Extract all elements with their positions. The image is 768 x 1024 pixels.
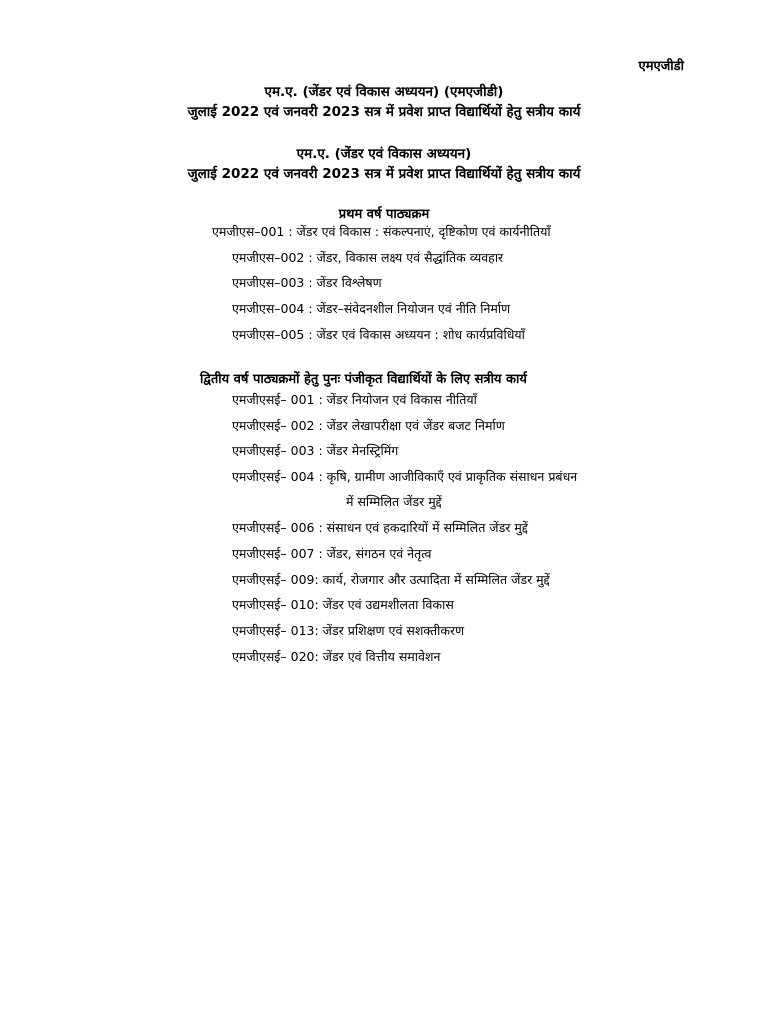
course-item bbox=[232, 417, 505, 434]
course-name: : जेंडर, विकास लक्ष्य एवं सैद्धांतिक व्यवहार bbox=[304, 250, 504, 265]
programme-heading-1-line2: जुलाई 2022 एवं जनवरी 2023 सत्र में प्रवेश प्राप्त विद्यार्थियों हेतु सत्रीय कार्य bbox=[187, 104, 581, 120]
course-item-continuation bbox=[346, 493, 442, 510]
course-item bbox=[232, 391, 477, 408]
course-name-continued: में सम्मिलित जेंडर मुद्दें bbox=[346, 494, 442, 509]
programme-heading-2-line2: जुलाई 2022 एवं जनवरी 2023 सत्र में प्रवेश प्राप्त विद्यार्थियों हेतु सत्रीय कार्य bbox=[187, 166, 581, 182]
course-code: एमजीएस–004 bbox=[232, 301, 305, 316]
course-item bbox=[232, 648, 440, 665]
course-name: : जेंडर एवं वित्तीय समावेशन bbox=[314, 649, 441, 664]
course-code: एमजीएसई– 010 bbox=[232, 597, 315, 612]
programme-heading-2 bbox=[0, 144, 768, 184]
course-name: : जेंडर–संवेदनशील नियोजन एवं नीति निर्माण bbox=[304, 301, 511, 316]
programme-heading-1 bbox=[0, 82, 768, 122]
course-code: एमजीएस–003 bbox=[232, 275, 305, 290]
course-item bbox=[232, 519, 528, 536]
course-item bbox=[212, 223, 551, 240]
course-code: एमजीएसई– 002 bbox=[232, 418, 315, 433]
course-item bbox=[232, 545, 432, 562]
course-name: : जेंडर मेनस्ट्रिमिंग bbox=[314, 443, 399, 458]
first-year-title: प्रथम वर्ष पाठ्यक्रम bbox=[338, 207, 430, 222]
course-code: एमजीएसई– 020 bbox=[232, 649, 315, 664]
course-item bbox=[232, 468, 577, 485]
course-item bbox=[232, 249, 503, 266]
second-year-title: द्वितीय वर्ष पाठ्यक्रमों हेतु पुनः पंजीकृत विद्यार्थियों के लिए सत्रीय कार्य bbox=[200, 372, 527, 387]
course-name: : जेंडर, संगठन एवं नेतृत्व bbox=[314, 546, 432, 561]
course-name: : कार्य, रोजगार और उत्पादिता में सम्मिलित जेंडर मुद्दें bbox=[314, 572, 550, 587]
document-code: एमएजीडी bbox=[638, 59, 684, 74]
course-code: एमजीएसई– 003 bbox=[232, 443, 315, 458]
course-name: : संसाधन एवं हकदारियों में सम्मिलित जेंडर मुद्दें bbox=[314, 520, 528, 535]
course-name: : जेंडर नियोजन एवं विकास नीतियाँ bbox=[314, 392, 477, 407]
course-code: एमजीएसई– 001 bbox=[232, 392, 315, 407]
course-code: एमजीएस–005 bbox=[232, 327, 305, 342]
course-code: एमजीएस–002 bbox=[232, 250, 305, 265]
course-item bbox=[232, 622, 464, 639]
course-name: : जेंडर एवं उद्यमशीलता विकास bbox=[314, 597, 454, 612]
course-item bbox=[232, 274, 382, 291]
course-code: एमजीएसई– 009 bbox=[232, 572, 315, 587]
course-name: : जेंडर एवं विकास अध्ययन : शोध कार्यप्रविधियाँ bbox=[304, 327, 525, 342]
course-item bbox=[232, 442, 398, 459]
programme-heading-1-line1: एम.ए. (जेंडर एवं विकास अध्ययन) (एमएजीडी) bbox=[264, 84, 504, 100]
course-name: : जेंडर विश्लेषण bbox=[304, 275, 382, 290]
programme-heading-2-line1: एम.ए. (जेंडर एवं विकास अध्ययन) bbox=[296, 146, 472, 162]
course-name: : जेंडर लेखापरीक्षा एवं जेंडर बजट निर्माण bbox=[314, 418, 505, 433]
course-item bbox=[232, 300, 510, 317]
course-name: : जेंडर प्रशिक्षण एवं सशक्तीकरण bbox=[314, 623, 465, 638]
course-code: एमजीएसई– 004 bbox=[232, 469, 315, 484]
course-code: एमजीएस–001 bbox=[212, 224, 285, 239]
course-item bbox=[232, 571, 550, 588]
course-name: : कृषि, ग्रामीण आजीविकाएँ एवं प्राकृतिक संसाधन प्रबंधन bbox=[314, 469, 578, 484]
course-item bbox=[232, 326, 525, 343]
course-item bbox=[232, 596, 454, 613]
course-code: एमजीएसई– 013 bbox=[232, 623, 315, 638]
course-name: : जेंडर एवं विकास : संकल्पनाएं, दृष्टिकोण एवं कार्यनीतियाँ bbox=[284, 224, 551, 239]
course-code: एमजीएसई– 006 bbox=[232, 520, 315, 535]
course-code: एमजीएसई– 007 bbox=[232, 546, 315, 561]
